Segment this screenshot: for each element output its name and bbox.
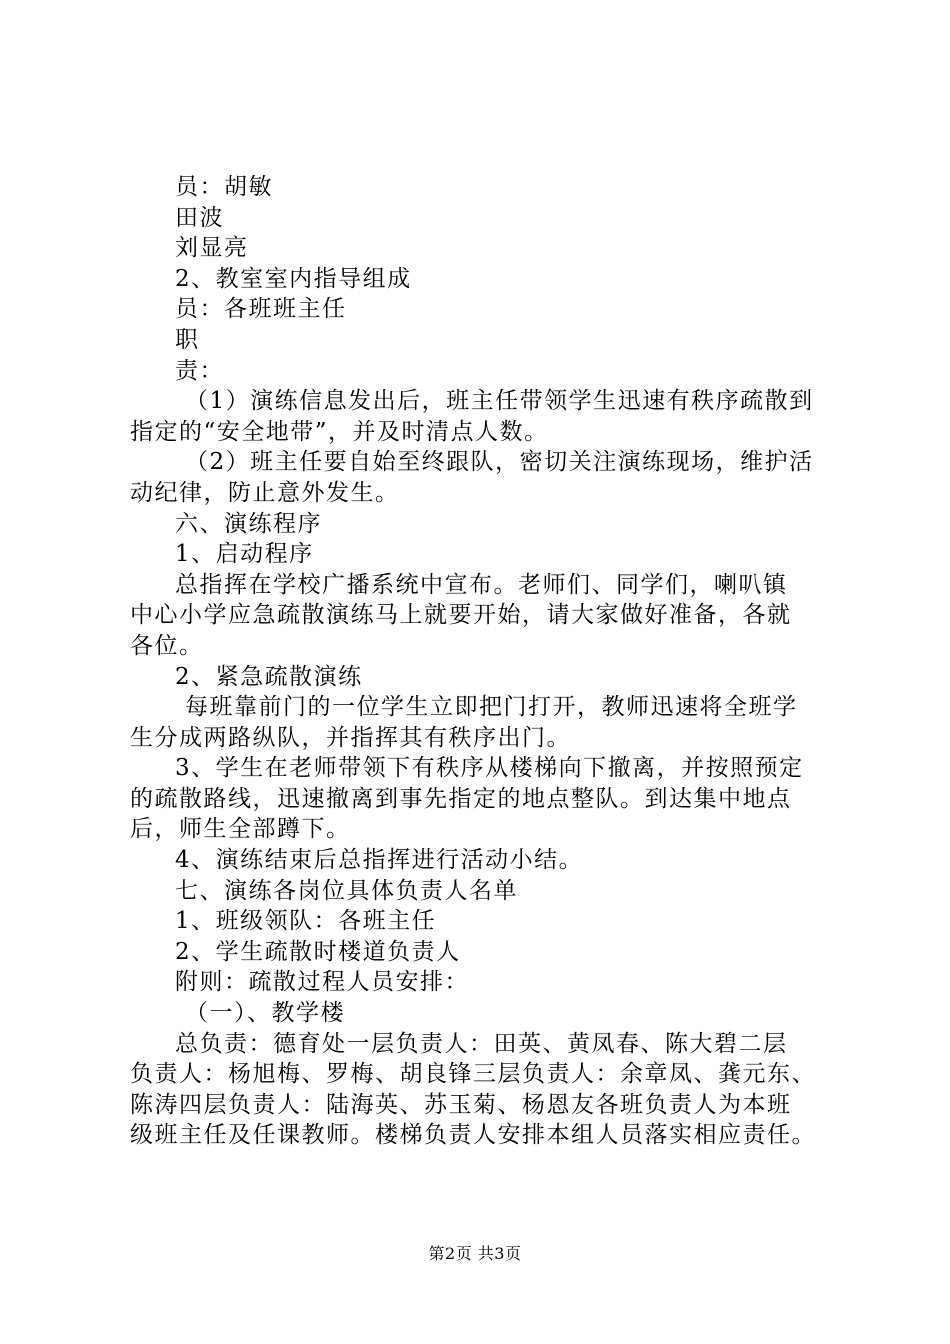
text-line: 刘显亮 (175, 235, 249, 262)
text-line: 负责人：杨旭梅、罗梅、胡良锋三层负责人：余章凤、龚元东、 (130, 1061, 816, 1088)
text-line: 员：各班班主任 (175, 296, 347, 323)
text-line: 总指挥在学校广播系统中宣布。老师们、同学们，喇叭镇 (175, 571, 788, 598)
text-line: （一）、教学楼 (185, 1000, 345, 1027)
text-line: 附则：疏散过程人员安排： (175, 969, 469, 996)
text-line: 4、演练结束后总指挥进行活动小结。 (175, 847, 584, 874)
text-line: 各位。 (130, 632, 204, 659)
document-body (130, 172, 838, 1151)
text-line: 总负责：德育处一层负责人：田英、黄凤春、陈大碧二层 (175, 1030, 788, 1057)
text-line: 六、演练程序 (175, 510, 322, 537)
text-line: 指定的“安全地带”，并及时清点人数。 (130, 418, 549, 445)
text-line: 2、紧急疏散演练 (175, 663, 363, 690)
page-footer: 第2页 共3页 (428, 1244, 522, 1263)
text-line: 陈涛四层负责人：陆海英、苏玉菊、杨恩友各班负责人为本班 (130, 1091, 792, 1118)
text-line: （2）班主任要自始至终跟队，密切关注演练现场，维护活 (185, 449, 814, 476)
text-line: 每班靠前门的一位学生立即把门打开，教师迅速将全班学 (185, 694, 798, 721)
text-line: 生分成两路纵队，并指挥其有秩序出门。 (130, 724, 571, 751)
text-line: 级班主任及任课教师。楼梯负责人安排本组人员落实相应责任。 (130, 1122, 816, 1149)
text-line: （1）演练信息发出后，班主任带领学生迅速有秩序疏散到 (185, 388, 814, 415)
text-line: 1、班级领队：各班主任 (175, 908, 437, 935)
text-line: 1、启动程序 (175, 541, 314, 568)
text-line: 职 (175, 326, 200, 353)
text-line: 责： (175, 357, 224, 384)
text-line: 员：胡敏 (175, 174, 273, 200)
text-line: 3、学生在老师带领下有秩序从楼梯向下撤离，并按照预定 (175, 755, 804, 782)
text-line: 后，师生全部蹲下。 (130, 816, 351, 843)
text-line: 2、教室室内指导组成 (175, 265, 412, 292)
text-line: 七、演练各岗位具体负责人名单 (175, 877, 518, 904)
text-line: 中心小学应急疏散演练马上就要开始，请大家做好准备，各就 (130, 602, 792, 629)
text-line: 田波 (175, 204, 224, 231)
text-line: 的疏散路线，迅速撤离到事先指定的地点整队。到达集中地点 (130, 785, 792, 812)
text-line: 动纪律，防止意外发生。 (130, 479, 400, 506)
text-line: 2、学生疏散时楼道负责人 (175, 938, 461, 965)
